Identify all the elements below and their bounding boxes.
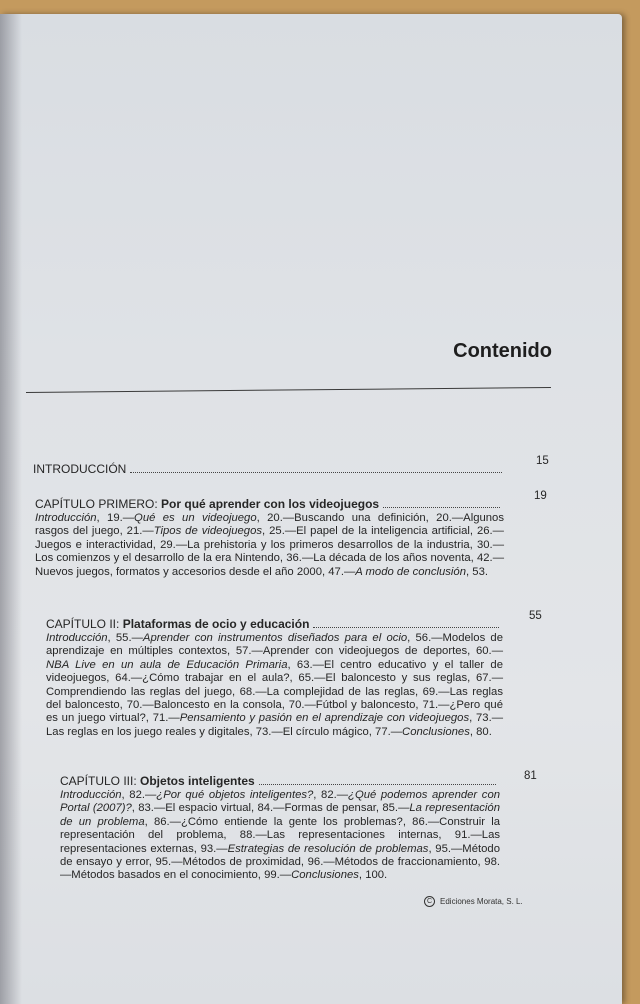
chapter-prefix: CAPÍTULO III:	[60, 774, 141, 788]
intro-page: 15	[536, 455, 549, 467]
summary-segment: , 83.—El espacio virtual, 84.—Formas de pensar, 85.—	[131, 802, 410, 815]
chapter-summary	[60, 789, 500, 883]
chapter-page: 19	[534, 490, 547, 502]
summary-italic-segment: NBA Live en un aula de Educación Primaria	[46, 658, 288, 671]
toc-entry-intro	[33, 462, 506, 477]
leader-dots	[259, 784, 496, 785]
summary-italic-segment: Introducción	[35, 512, 97, 524]
toc-entry-chapter-1	[35, 497, 504, 579]
summary-italic-segment: Qué es un videojuego	[134, 512, 257, 524]
summary-italic-segment: Introducción	[60, 789, 122, 801]
summary-segment: , 25.—El papel de la inteligencia artificial, 26.—Juegos e interactividad, 29.—La prehistoria y los primeros desarrollos de la industria, 30.—Los comienzos y el desarrollo de la era Nintendo, 36.—La década de los años noventa, 42.—Nuevos juegos, formatos y accesorios desde el año 2000, 47.—	[35, 525, 504, 578]
toc-entry-chapter-2	[46, 617, 503, 739]
chapter-title: Plataformas de ocio y educación	[122, 617, 310, 631]
chapter-page: 55	[529, 610, 542, 622]
summary-italic-segment: Conclusiones	[402, 725, 470, 738]
summary-italic-segment: Pensamiento y pasión en el aprendizaje con videojuegos	[179, 712, 470, 725]
chapter-title: Por qué aprender con los videojuegos	[161, 497, 380, 511]
summary-segment: , 19.—	[96, 512, 135, 524]
summary-segment: , 56.—Modelos de aprendizaje en múltiples contextos, 57.—Aprender con videojuegos de deportes, 60.—	[46, 632, 504, 658]
summary-segment: , 63.—El centro educativo y el taller de videojuegos, 64.—¿Cómo trabajar en el aula?, 65.—El baloncesto y sus reglas, 67.—Comprendiendo las reglas del juego, 68.—La complejidad de las reglas, 69.—Las reglas del baloncesto, 70.—Baloncesto en la consola, 70.—Fútbol y baloncesto, 71.—¿Pero qué es un juego virtual?, 71.—	[46, 658, 503, 725]
chapter-page: 81	[524, 770, 537, 782]
binding-shadow	[0, 14, 22, 1004]
chapter-prefix: CAPÍTULO PRIMERO:	[35, 497, 162, 511]
summary-italic-segment: A modo de conclusión	[355, 565, 467, 578]
summary-italic-segment: ¿Qué podemos aprender con Portal (2007)?	[60, 789, 501, 815]
publisher-footer	[424, 896, 523, 907]
summary-segment: , 55.—	[107, 632, 143, 644]
summary-italic-segment: Conclusiones	[291, 869, 359, 882]
summary-segment: , 80.	[469, 725, 492, 738]
summary-italic-segment: ¿Por qué objetos inteligentes?	[156, 789, 314, 801]
toc-entry-chapter-3	[60, 774, 500, 883]
chapter-title: Objetos inteligentes	[140, 774, 255, 788]
page-title: Contenido	[453, 340, 552, 362]
copyright-icon: C	[424, 896, 435, 907]
leader-dots	[383, 507, 500, 508]
leader-dots	[130, 472, 502, 473]
chapter-summary	[35, 512, 504, 579]
summary-italic-segment: La representación de un problema	[60, 802, 500, 828]
summary-segment: , 82.—	[313, 789, 349, 801]
summary-italic-segment: Tipos de videojuegos	[153, 525, 263, 538]
chapter-summary	[46, 632, 503, 739]
summary-segment: , 53.	[466, 565, 488, 578]
summary-italic-segment: Introducción	[46, 632, 108, 644]
intro-label: INTRODUCCIÓN	[33, 462, 127, 476]
summary-segment: , 82.—	[121, 789, 157, 801]
publisher-name: Ediciones Morata, S. L.	[440, 897, 523, 906]
leader-dots	[313, 627, 499, 628]
summary-segment: , 95.—Método de ensayo y error, 95.—Métodos de proximidad, 96.—Métodos de fraccionamiento, 98.—Métodos basados en el conocimiento, 99.—	[60, 842, 500, 882]
summary-segment: , 73.—Las reglas en los juego reales y digitales, 73.—El círculo mágico, 77.—	[46, 712, 503, 738]
chapter-prefix: CAPÍTULO II:	[46, 617, 123, 631]
summary-segment: , 86.—¿Cómo entiende la gente los problemas?, 86.—Construir la representación del problema, 88.—Las representaciones internas, 91.—Las representaciones externas, 93.—	[60, 815, 500, 855]
summary-segment: , 20.—Buscando una definición, 20.—Algunos rasgos del juego, 21.—	[35, 512, 504, 538]
summary-segment: , 100.	[358, 869, 388, 882]
summary-italic-segment: Aprender con instrumentos diseñados para el ocio	[142, 632, 408, 644]
summary-italic-segment: Estrategias de resolución de problemas	[227, 842, 429, 855]
